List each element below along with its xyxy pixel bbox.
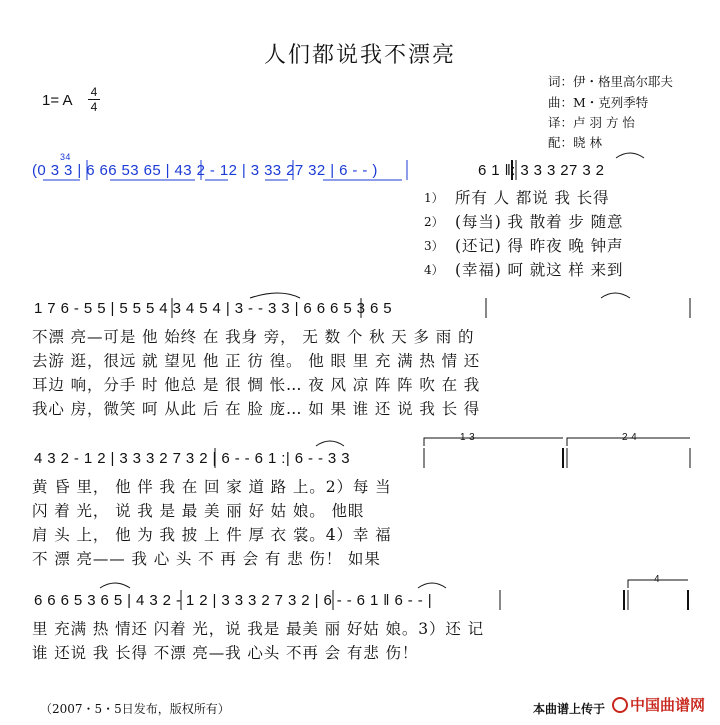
time-signature-top: 4	[90, 85, 98, 99]
system4-lyric-2: 谁 还说 我 长得 不漂 亮—我 心头 不再 会 有悲 伤！	[32, 644, 419, 662]
verse-label-3: 3）	[424, 239, 444, 253]
system4-lyric-1: 里 充满 热 情还 闪着 光，说 我是 最美 丽 好姑 娘。3）还 记	[32, 620, 485, 638]
credit-translator: 译：卢 羽 方 怡	[548, 115, 635, 130]
time-signature-bottom: 4	[90, 100, 98, 114]
verse-lyric-1: 所有 人 都说 我 长得	[455, 189, 610, 207]
credit-composer: 曲：M・克列季特	[548, 95, 649, 110]
system2-lyric-2: 去游 逛，很远 就 望见 他 正 彷 徨。 他 眼 里 充 满 热 情 还	[32, 352, 481, 370]
time-signature	[88, 86, 100, 113]
system3-lyric-4: 不 漂 亮—— 我 心 头 不 再 会 有 悲 伤！ 如果	[32, 550, 381, 568]
credit-arranger: 配：晓 林	[548, 135, 602, 150]
volta-4-label: 4	[654, 574, 660, 585]
site-logo[interactable]: 中国曲谱网	[630, 697, 706, 714]
system1-tail-notes: 6 1 ‖: 3 3 3 27 3 2	[478, 162, 605, 179]
system2-lyric-3: 耳边 响，分手 时 他总 是 很 惆 怅… 夜 风 凉 阵 阵 吹 在 我	[32, 376, 481, 394]
system3-lyric-3: 肩 头 上， 他 为 我 披 上 件 厚 衣 裳。4）幸 福	[32, 526, 392, 544]
credit-lyricist: 词：伊・格里高尔耶夫	[548, 74, 674, 89]
intro-tempo-mark: 34	[60, 152, 71, 162]
volta-1-label: 1 3	[460, 432, 476, 443]
verse-label-4: 4）	[424, 263, 444, 277]
system2-notes: 1 7 6 - 5 5 | 5 5 5 4 3 4 5 4 | 3 - - 3 3 | 6 6 6 5 3 6 5	[34, 300, 393, 317]
footer-upload-note: 本曲谱上传于	[533, 702, 606, 716]
system3-lyric-2: 闪 着 光， 说 我 是 最 美 丽 好 姑 娘。 他眼	[32, 502, 365, 520]
verse-lyric-3: (还记) 得 昨夜 晚 钟声	[455, 237, 624, 255]
footer-copyright: （2007・5・5日发布，版权所有）	[40, 702, 230, 716]
system2-lyric-4: 我心 房，微笑 呵 从此 后 在 脸 庞… 如 果 谁 还 说 我 长 得	[32, 400, 481, 418]
verse-lyric-2: (每当) 我 散着 步 随意	[455, 213, 624, 231]
system3-notes: 4 3 2 - 1 2 | 3 3 3 2 7 3 2 | 6 - - 6 1 :| 6 - - 3 3	[34, 450, 350, 467]
system2-lyric-1: 不漂 亮—可是 他 始终 在 我身 旁， 无 数 个 秋 天 多 雨 的	[32, 328, 475, 346]
page-title: 人们都说我不漂亮	[263, 43, 456, 68]
logo-icon	[612, 697, 628, 713]
volta-2-label: 2 4	[622, 432, 638, 443]
verse-label-1: 1）	[424, 191, 444, 205]
system3-lyric-1: 黄 昏 里， 他 伴 我 在 回 家 道 路 上。2）每 当	[32, 478, 392, 496]
intro-notes: (0 3 3 | 6 66 53 65 | 43 2 - 12 | 3 33 27 32 | 6 - - )	[32, 162, 378, 179]
verse-lyric-4: (幸福) 呵 就这 样 来到	[455, 261, 624, 279]
key-signature: 1= A	[42, 92, 73, 109]
system4-notes: 6 6 6 5 3 6 5 | 4 3 2 - 1 2 | 3 3 3 2 7 3 2 | 6 - - 6 1 ‖ 6 - - |	[34, 592, 432, 609]
verse-label-2: 2）	[424, 215, 444, 229]
